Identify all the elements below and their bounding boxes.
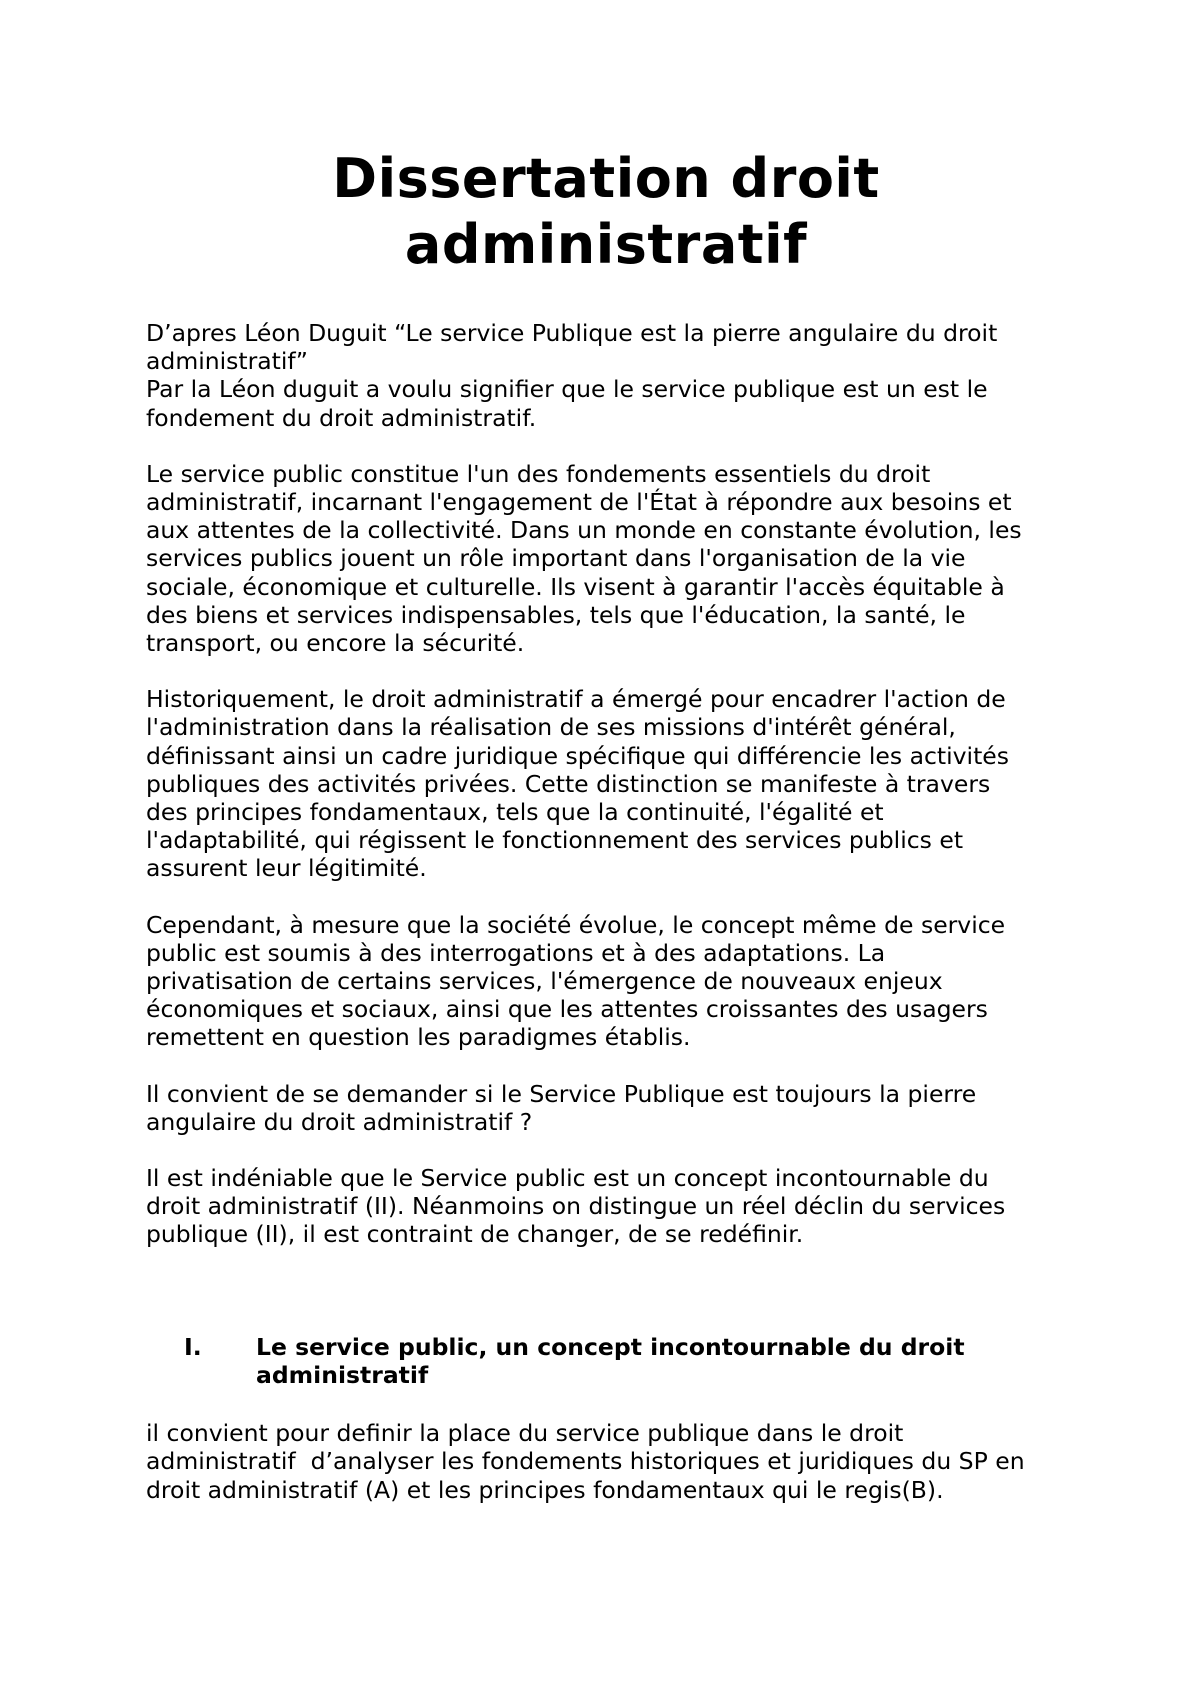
document-body: [146, 146, 1066, 1504]
paragraph-service-public-fondement: Le service public constitue l'un des fondements essentiels du droit administratif, incarnant l'engagement de l'État à répondre aux besoins et aux attentes de la collectivité. Dans un monde en constante évolution, les services publics jouent un rôle important dans l'organisation de la vie sociale, économique et culturelle. Ils visent à garantir l'accès équitable à des biens et services indispensables, tels que l'éducation, la santé, le transport, ou encore la sécurité.: [146, 459, 1022, 658]
document-title: Dissertation droit administratif: [332, 147, 880, 276]
section-title: Le service public, un concept incontournable du droit administratif: [256, 1332, 965, 1389]
paragraph-evolution: Cependant, à mesure que la société évolue, le concept même de service public est soumis à des interrogations et à des adaptations. La privatisation de certains services, l'émergence de nouveaux enjeux économiques et sociaux, ainsi que les attentes croissantes des usagers remettent en question les paradigmes établis.: [146, 910, 1006, 1052]
section-heading: [146, 1333, 1066, 1389]
paragraph-section-intro: il convient pour definir la place du service publique dans le droit administratif d’analyser les fondements historiques et juridiques du SP en droit administratif (A) et les principes fondamentaux qui le regis(B).: [146, 1419, 1025, 1504]
paragraph-duguit-quote: D’apres Léon Duguit “Le service Publique est la pierre angulaire du droit administratif” Par la Léon duguit a voulu signifier que le service publique est un est le fondement du droit administratif.: [146, 319, 998, 432]
paragraph-annonce-plan: Il est indéniable que le Service public est un concept incontournable du droit administratif (II). Néanmoins on distingue un réel déclin du services publique (II), il est contraint de changer, de se redéfinir.: [146, 1164, 1006, 1249]
paragraph-problematique: Il convient de se demander si le Service Publique est toujours la pierre angulaire du droit administratif ?: [146, 1079, 977, 1136]
section-number: I.: [184, 1332, 202, 1361]
paragraph-historique: Historiquement, le droit administratif a émergé pour encadrer l'action de l'administration dans la réalisation de ses missions d'intérêt général, définissant ainsi un cadre juridique spécifique qui différencie les activités publiques des activités privées. Cette distinction se manifeste à travers des principes fondamentaux, tels que la continuité, l'égalité et l'adaptabilité, qui régissent le fonctionnement des services publics et assurent leur légitimité.: [146, 685, 1010, 883]
